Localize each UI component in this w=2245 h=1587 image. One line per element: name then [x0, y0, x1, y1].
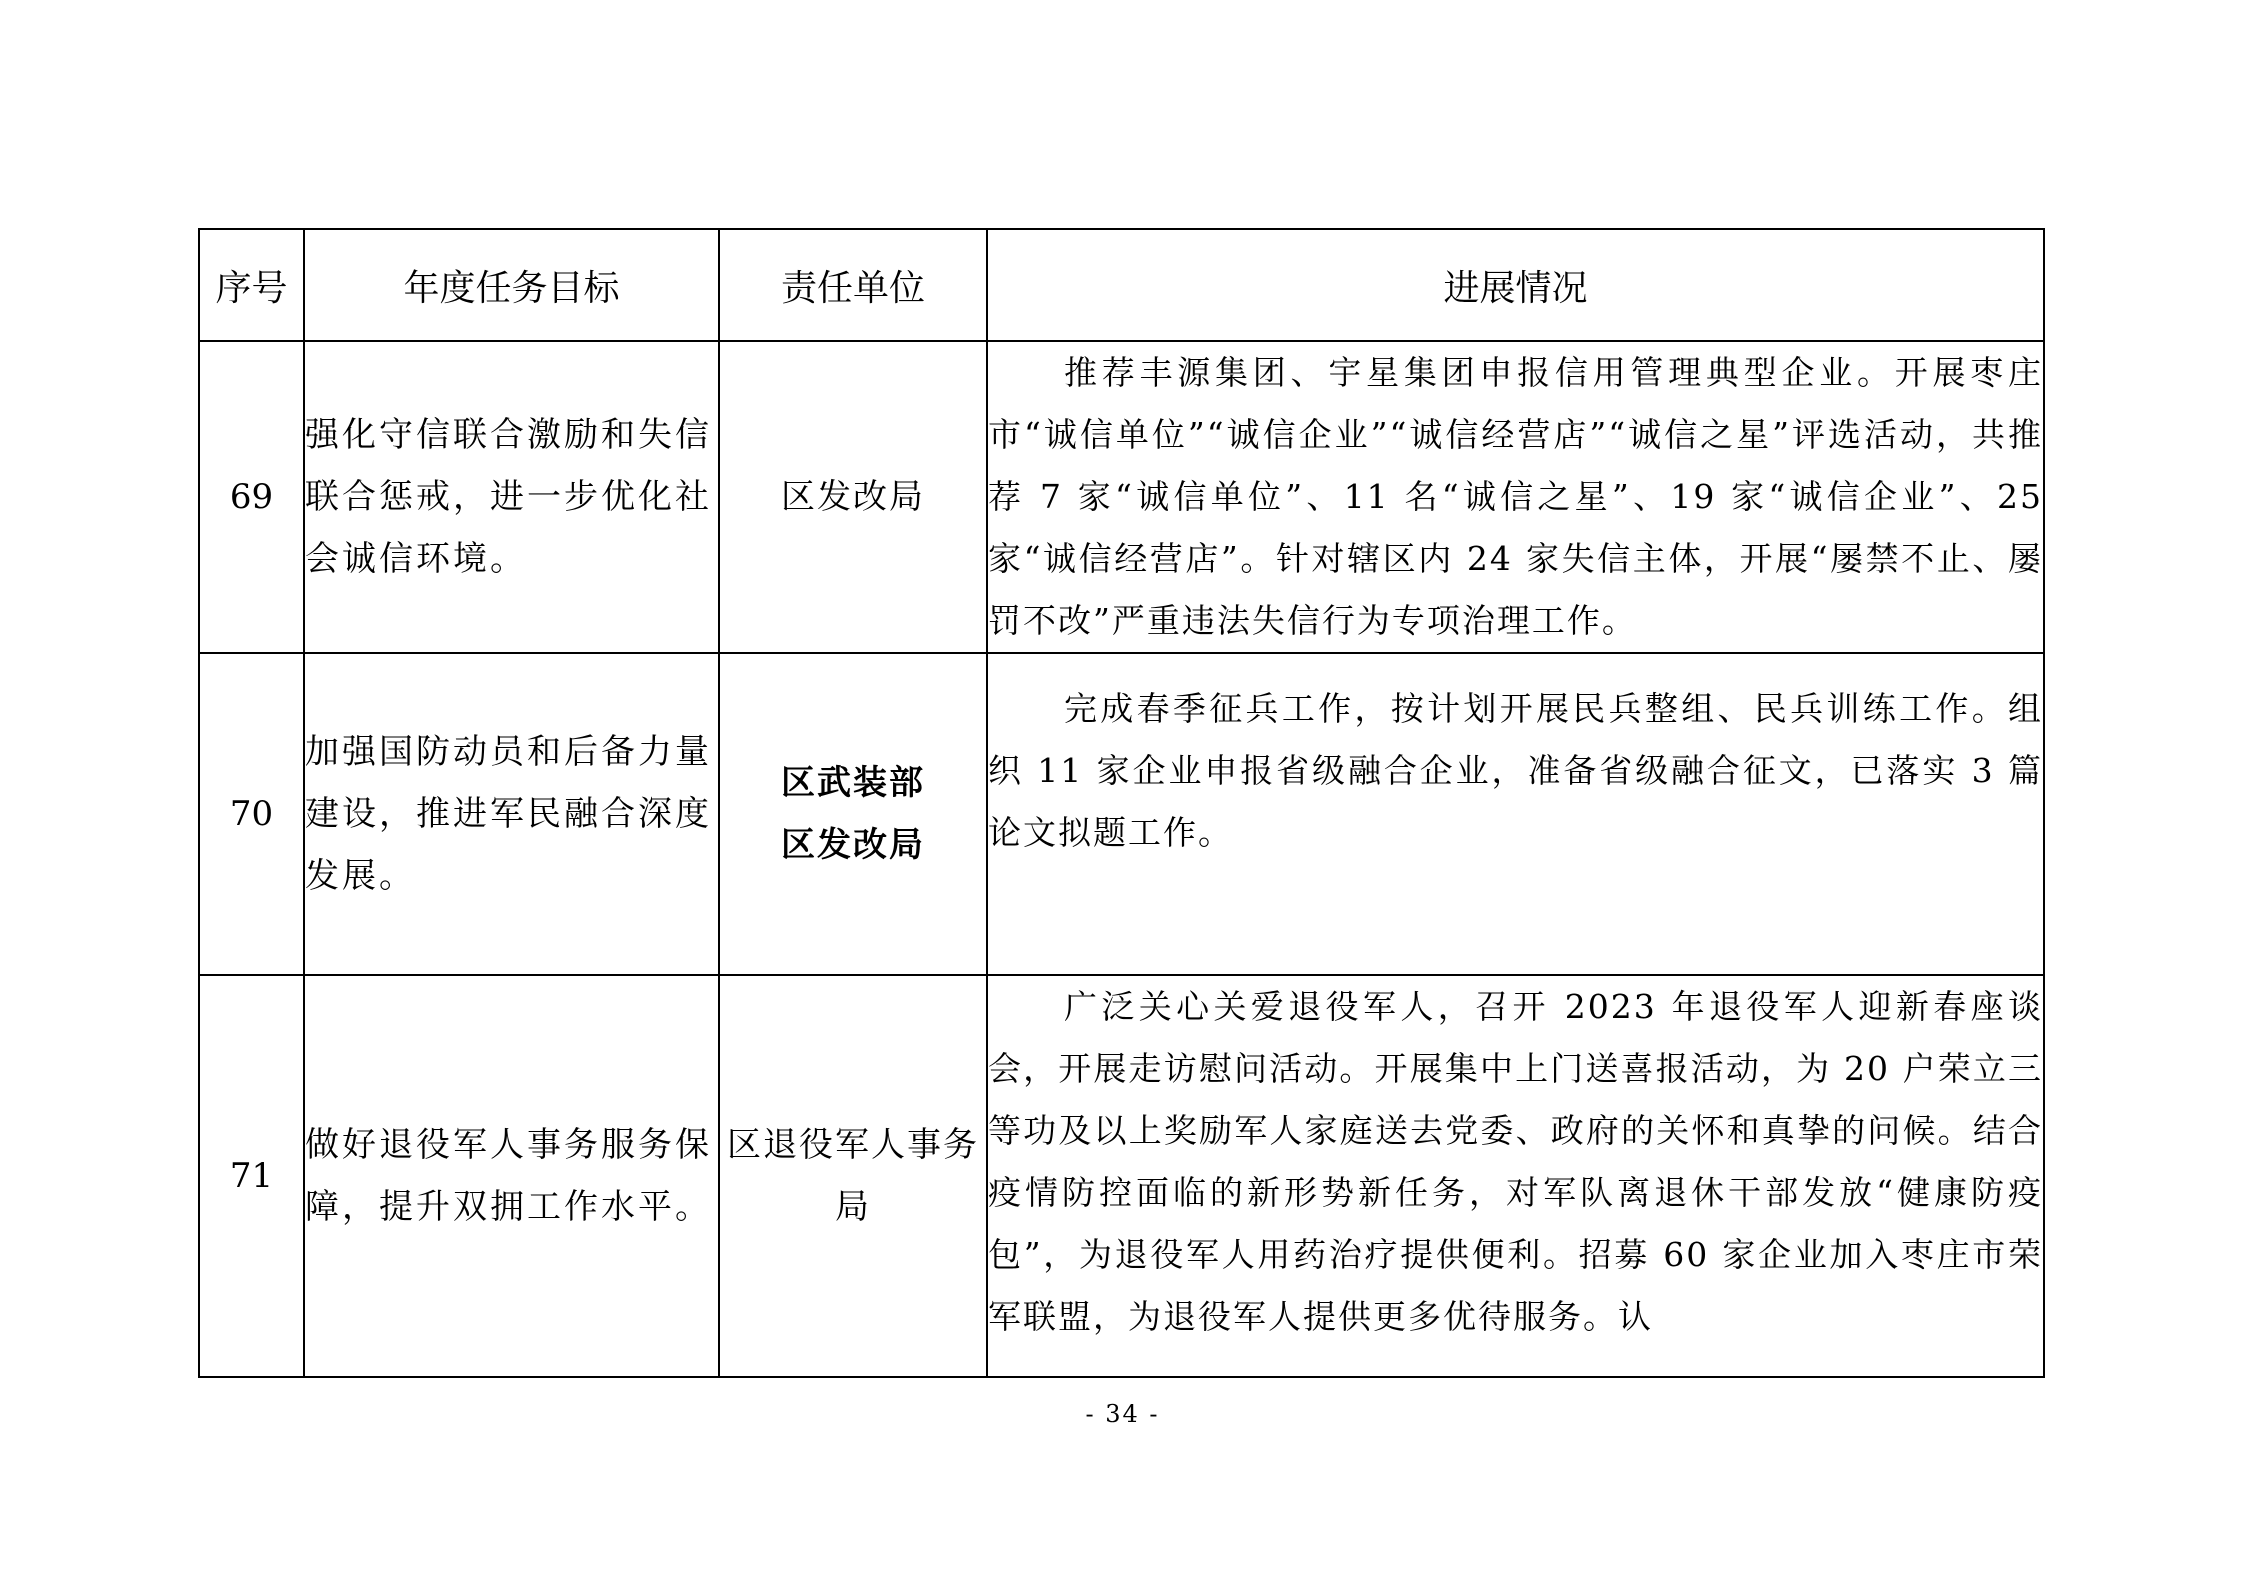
responsible-unit-name: 区退役军人事务局: [727, 1125, 979, 1227]
row-progress: [987, 653, 2044, 975]
row-progress: [987, 341, 2044, 653]
row-responsible-unit: [719, 653, 987, 975]
row-serial-number: 71: [199, 975, 304, 1377]
header-progress: 进展情况: [987, 229, 2044, 341]
table-header-row: [199, 229, 2044, 341]
row-serial-number: 69: [199, 341, 304, 653]
row-responsible-unit: [719, 341, 987, 653]
header-responsible-unit: 责任单位: [719, 229, 987, 341]
page-number: - 34 -: [1085, 1400, 1160, 1428]
header-serial-number: 序号: [199, 229, 304, 341]
progress-text: 广泛关心关爱退役军人，召开 2023 年退役军人迎新春座谈会，开展走访慰问活动。开展集中上门送喜报活动，为 20 户荣立三等功及以上奖励军人家庭送去党委、政府的关怀和真挚的问候。结合疫情防控面临的新形势新任务，对军队离退休干部发放“健康防疫包”，为退役军人用药治疗提供便利。招募 60 家企业加入枣庄市荣军联盟，为退役军人提供更多优待服务。认: [988, 987, 2043, 1336]
progress-text: 推荐丰源集团、宇星集团申报信用管理典型企业。开展枣庄市“诚信单位”“诚信企业”“诚信经营店”“诚信之星”评选活动，共推荐 7 家“诚信单位”、11 名“诚信之星”、19 家“诚信企业”、25 家“诚信经营店”。针对辖区内 24 家失信主体，开展“屡禁不止、屡罚不改”严重违法失信行为专项治理工作。: [988, 353, 2043, 640]
row-task-goal: 加强国防动员和后备力量建设，推进军民融合深度发展。: [304, 653, 719, 975]
table-row: [199, 975, 2044, 1377]
row-responsible-unit: [719, 975, 987, 1377]
row-serial-number: 70: [199, 653, 304, 975]
row-task-goal: 强化守信联合激励和失信联合惩戒，进一步优化社会诚信环境。: [304, 341, 719, 653]
row-progress: [987, 975, 2044, 1377]
responsible-unit-name: 区发改局: [781, 477, 925, 517]
table-row: [199, 653, 2044, 975]
progress-text: 完成春季征兵工作，按计划开展民兵整组、民兵训练工作。组织 11 家企业申报省级融合企业，准备省级融合征文，已落实 3 篇论文拟题工作。: [988, 689, 2043, 852]
header-annual-task-goal: 年度任务目标: [304, 229, 719, 341]
table-row: [199, 341, 2044, 653]
task-progress-table: [198, 228, 2045, 1378]
responsible-unit-name: 区武装部: [781, 763, 925, 803]
row-task-goal: 做好退役军人事务服务保障，提升双拥工作水平。: [304, 975, 719, 1377]
responsible-unit-name: 区发改局: [781, 825, 925, 865]
